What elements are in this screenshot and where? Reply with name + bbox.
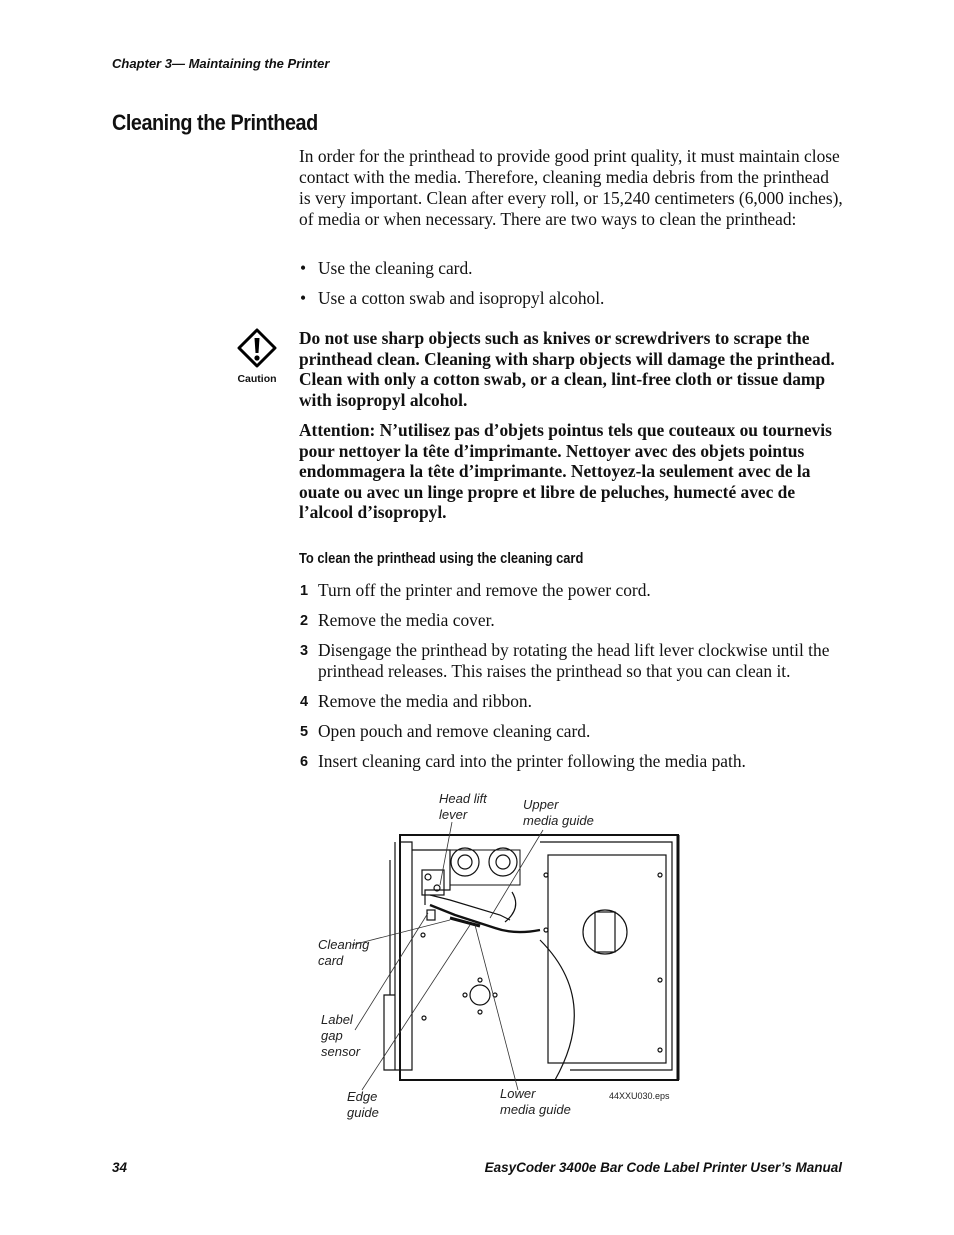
label-text: Edge guide	[347, 1089, 379, 1120]
label-text: Upper media guide	[523, 797, 594, 828]
label-cleaning-card	[318, 937, 369, 969]
step-item	[299, 691, 844, 712]
step-number: 4	[300, 694, 309, 710]
list-item-text: Use the cleaning card.	[318, 258, 473, 278]
page-number: 34	[112, 1160, 128, 1175]
step-number: 2	[300, 613, 309, 629]
caution-symbol	[236, 327, 278, 373]
label-text: Lower media guide	[500, 1086, 571, 1117]
list-item-text: Use a cotton swab and isopropyl alcohol.	[318, 288, 605, 308]
step-item	[299, 640, 844, 682]
figure-file-id: 44XXU030.eps	[609, 1091, 670, 1101]
step-text: Remove the media cover.	[318, 610, 495, 630]
section-title: Cleaning the Printhead	[112, 110, 318, 135]
label-lower-media-guide	[500, 1086, 571, 1118]
list-item	[299, 288, 844, 318]
step-item	[299, 580, 844, 601]
step-number: 3	[300, 643, 309, 659]
running-head: Chapter 3— Maintaining the Printer	[112, 56, 330, 71]
step-text: Turn off the printer and remove the power cord.	[318, 580, 651, 600]
step-number: 1	[300, 583, 309, 599]
step-item	[299, 610, 844, 631]
manual-title: EasyCoder 3400e Bar Code Label Printer User’s Manual	[484, 1160, 842, 1175]
label-text: Label gap sensor	[321, 1012, 361, 1059]
bullet-icon: •	[300, 258, 307, 278]
caution-text-english: Do not use sharp objects such as knives or screwdrivers to scrape the printhead clean. Cleaning with sharp objects will damage the printhead. Clean with only a cotton swab, or a clean, lint-free cloth or tissue damp with isopropyl alcohol.	[299, 328, 835, 410]
step-item	[299, 751, 844, 772]
procedure-steps	[299, 580, 844, 781]
label-upper-media-guide	[523, 797, 594, 829]
caution-icon	[236, 327, 278, 389]
caution-label: Caution	[237, 373, 277, 385]
intro-paragraph: In order for the printhead to provide good print quality, it must maintain close contact with the media. Therefore, cleaning media debris from the printhead is very important. Clean after every roll, or 15,240 centimeters (6,000 inches), of media or when necessary. There are two ways to clean the printhead:	[299, 146, 843, 229]
label-edge-guide	[347, 1089, 379, 1121]
caution-text-french: Attention: N’utilisez pas d’objets pointus tels que couteaux ou tournevis pour nettoyer la tête d’imprimante. Nettoyer avec des objets pointus endommagera la tête d’imprimante. Nettoyez-la seulement avec de la ouate ou avec un linge propre et libre de peluches, humecté avec de l’alcool d’isopropyl.	[299, 420, 832, 522]
procedure-title: To clean the printhead using the cleaning card	[299, 550, 584, 567]
label-text: Cleaning card	[318, 937, 370, 968]
cleaning-methods-list	[299, 258, 844, 318]
step-text: Disengage the printhead by rotating the head lift lever clockwise until the printhead releases. This raises the printhead so that you can clean it.	[318, 640, 830, 681]
printer-media-path-figure	[300, 780, 700, 1130]
list-item	[299, 258, 844, 288]
step-item	[299, 721, 844, 742]
bullet-icon: •	[300, 288, 307, 308]
step-text: Remove the media and ribbon.	[318, 691, 532, 711]
step-number: 6	[300, 754, 309, 770]
label-head-lift-lever	[439, 791, 487, 823]
label-text: Head lift lever	[439, 791, 487, 822]
step-text: Open pouch and remove cleaning card.	[318, 721, 591, 741]
step-text: Insert cleaning card into the printer following the media path.	[318, 751, 746, 771]
step-number: 5	[300, 724, 309, 740]
label-label-gap-sensor	[321, 1012, 360, 1060]
